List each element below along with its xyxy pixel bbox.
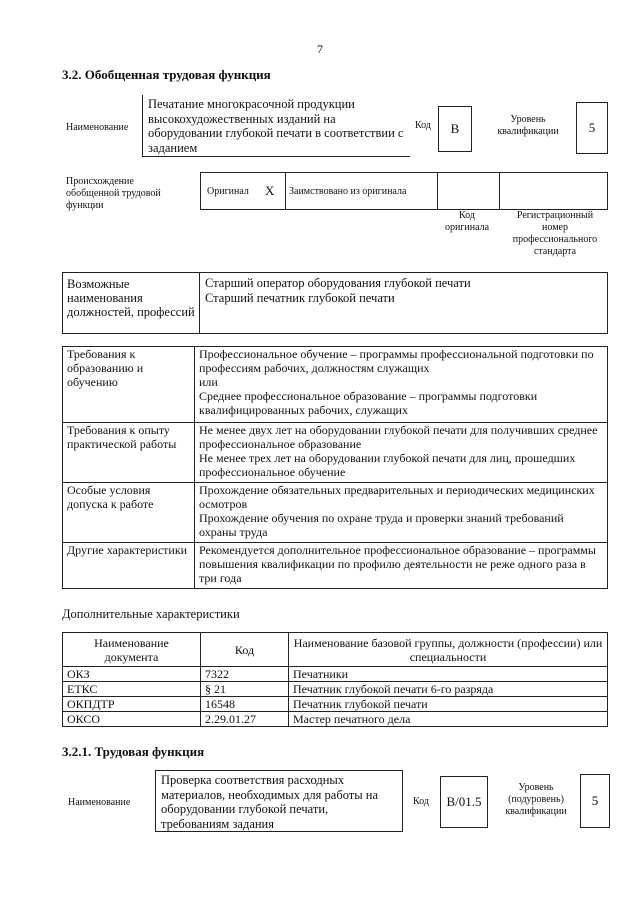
sub-level-value: 5 xyxy=(580,774,610,828)
requirement-text xyxy=(195,483,608,543)
header-doc: Наименование документа xyxy=(63,633,201,667)
sub-level-label: Уровень (подуровень) квалификации xyxy=(505,782,567,817)
requirement-line: Профессиональное обучение – программы профессиональной подготовки по профессиям рабочих, должностям служащих xyxy=(199,347,594,375)
code-label: Код xyxy=(415,120,431,131)
requirement-label: Требования к образованию и обучению xyxy=(63,347,195,423)
name-label: Наименование xyxy=(66,122,129,133)
requirement-text xyxy=(195,543,608,589)
page-number: 7 xyxy=(317,42,323,56)
origin-label: Происхождение обобщенной трудовой функции xyxy=(66,176,161,211)
code-cell: 7322 xyxy=(201,667,289,682)
position-2: Старший печатник глубокой печати xyxy=(205,291,395,305)
sub-code-label: Код xyxy=(413,796,429,807)
sub-code-value: В/01.5 xyxy=(440,776,488,828)
requirement-text xyxy=(195,347,608,423)
requirement-row xyxy=(63,423,608,483)
doc-cell: ОКЗ xyxy=(63,667,201,682)
doc-cell: ОКСО xyxy=(63,712,201,727)
level-value: 5 xyxy=(576,102,608,154)
level-label: Уровень квалификации xyxy=(497,114,559,137)
code-value: В xyxy=(438,106,472,152)
table-row xyxy=(63,697,608,712)
position-1: Старший оператор оборудования глубокой печати xyxy=(205,276,471,290)
table-row xyxy=(63,682,608,697)
origin-row xyxy=(200,172,608,210)
name-cell: Печатник глубокой печати xyxy=(289,697,608,712)
positions-table xyxy=(62,272,608,334)
requirement-row xyxy=(63,483,608,543)
header-name: Наименование базовой группы, должности (профессии) или специальности xyxy=(289,633,608,667)
header-code: Код xyxy=(201,633,289,667)
code-cell: § 21 xyxy=(201,682,289,697)
doc-cell: ЕТКС xyxy=(63,682,201,697)
original-label: Оригинал xyxy=(207,186,249,197)
requirement-line: Рекомендуется дополнительное профессиональное образование – программы повышения квалификации по профилю деятельности не реже одного раза в три года xyxy=(199,543,596,585)
requirement-label: Другие характеристики xyxy=(63,543,195,589)
requirement-label: Особые условия допуска к работе xyxy=(63,483,195,543)
name-cell: Мастер печатного дела xyxy=(289,712,608,727)
subsection-title: 3.2.1. Трудовая функция xyxy=(62,744,205,759)
additional-header-row xyxy=(63,633,608,667)
code-original-label: Код оригинала xyxy=(444,210,490,233)
doc-cell: ОКПДТР xyxy=(63,697,201,712)
requirement-line: Прохождение обучения по охране труда и проверки знаний требований охраны труда xyxy=(199,511,564,539)
name-cell: Печатник глубокой печати 6-го разряда xyxy=(289,682,608,697)
borrowed-label: Заимствовано из оригинала xyxy=(289,186,407,197)
requirement-line: Не менее двух лет на оборудовании глубокой печати для получивших среднее профессиональное образование xyxy=(199,423,598,451)
requirement-label: Требования к опыту практической работы xyxy=(63,423,195,483)
sub-name-value: Проверка соответствия расходных материалов, необходимых для работы на оборудовании глубокой печати, требованиям задания xyxy=(155,770,403,832)
positions-label: Возможные наименования должностей, профессий xyxy=(67,277,195,319)
requirements-table xyxy=(62,346,608,589)
requirement-line: Прохождение обязательных предварительных и периодических медицинских осмотров xyxy=(199,483,595,511)
name-cell: Печатники xyxy=(289,667,608,682)
additional-title: Дополнительные характеристики xyxy=(62,607,240,621)
section-title: 3.2. Обобщенная трудовая функция xyxy=(62,67,271,82)
sub-name-label: Наименование xyxy=(68,797,131,808)
table-row xyxy=(63,667,608,682)
original-mark: Х xyxy=(265,183,275,198)
table-row xyxy=(63,712,608,727)
requirement-row xyxy=(63,347,608,423)
code-cell: 2.29.01.27 xyxy=(201,712,289,727)
requirement-row xyxy=(63,543,608,589)
requirement-text xyxy=(195,423,608,483)
additional-table xyxy=(62,632,608,727)
name-value: Печатание многокрасочной продукции высокохудожественных изданий на оборудовании глубокой печати в соответствии с заданием xyxy=(142,95,410,157)
requirement-line: Среднее профессиональное образование – программы подготовки квалифицированных рабочих, служащих xyxy=(199,389,538,417)
requirement-line: Не менее трех лет на оборудовании глубокой печати для лиц, прошедших профессиональное обучение xyxy=(199,451,576,479)
reg-number-label: Регистрационный номер профессионального стандарта xyxy=(512,210,598,257)
code-cell: 16548 xyxy=(201,697,289,712)
requirement-line: или xyxy=(199,375,218,389)
